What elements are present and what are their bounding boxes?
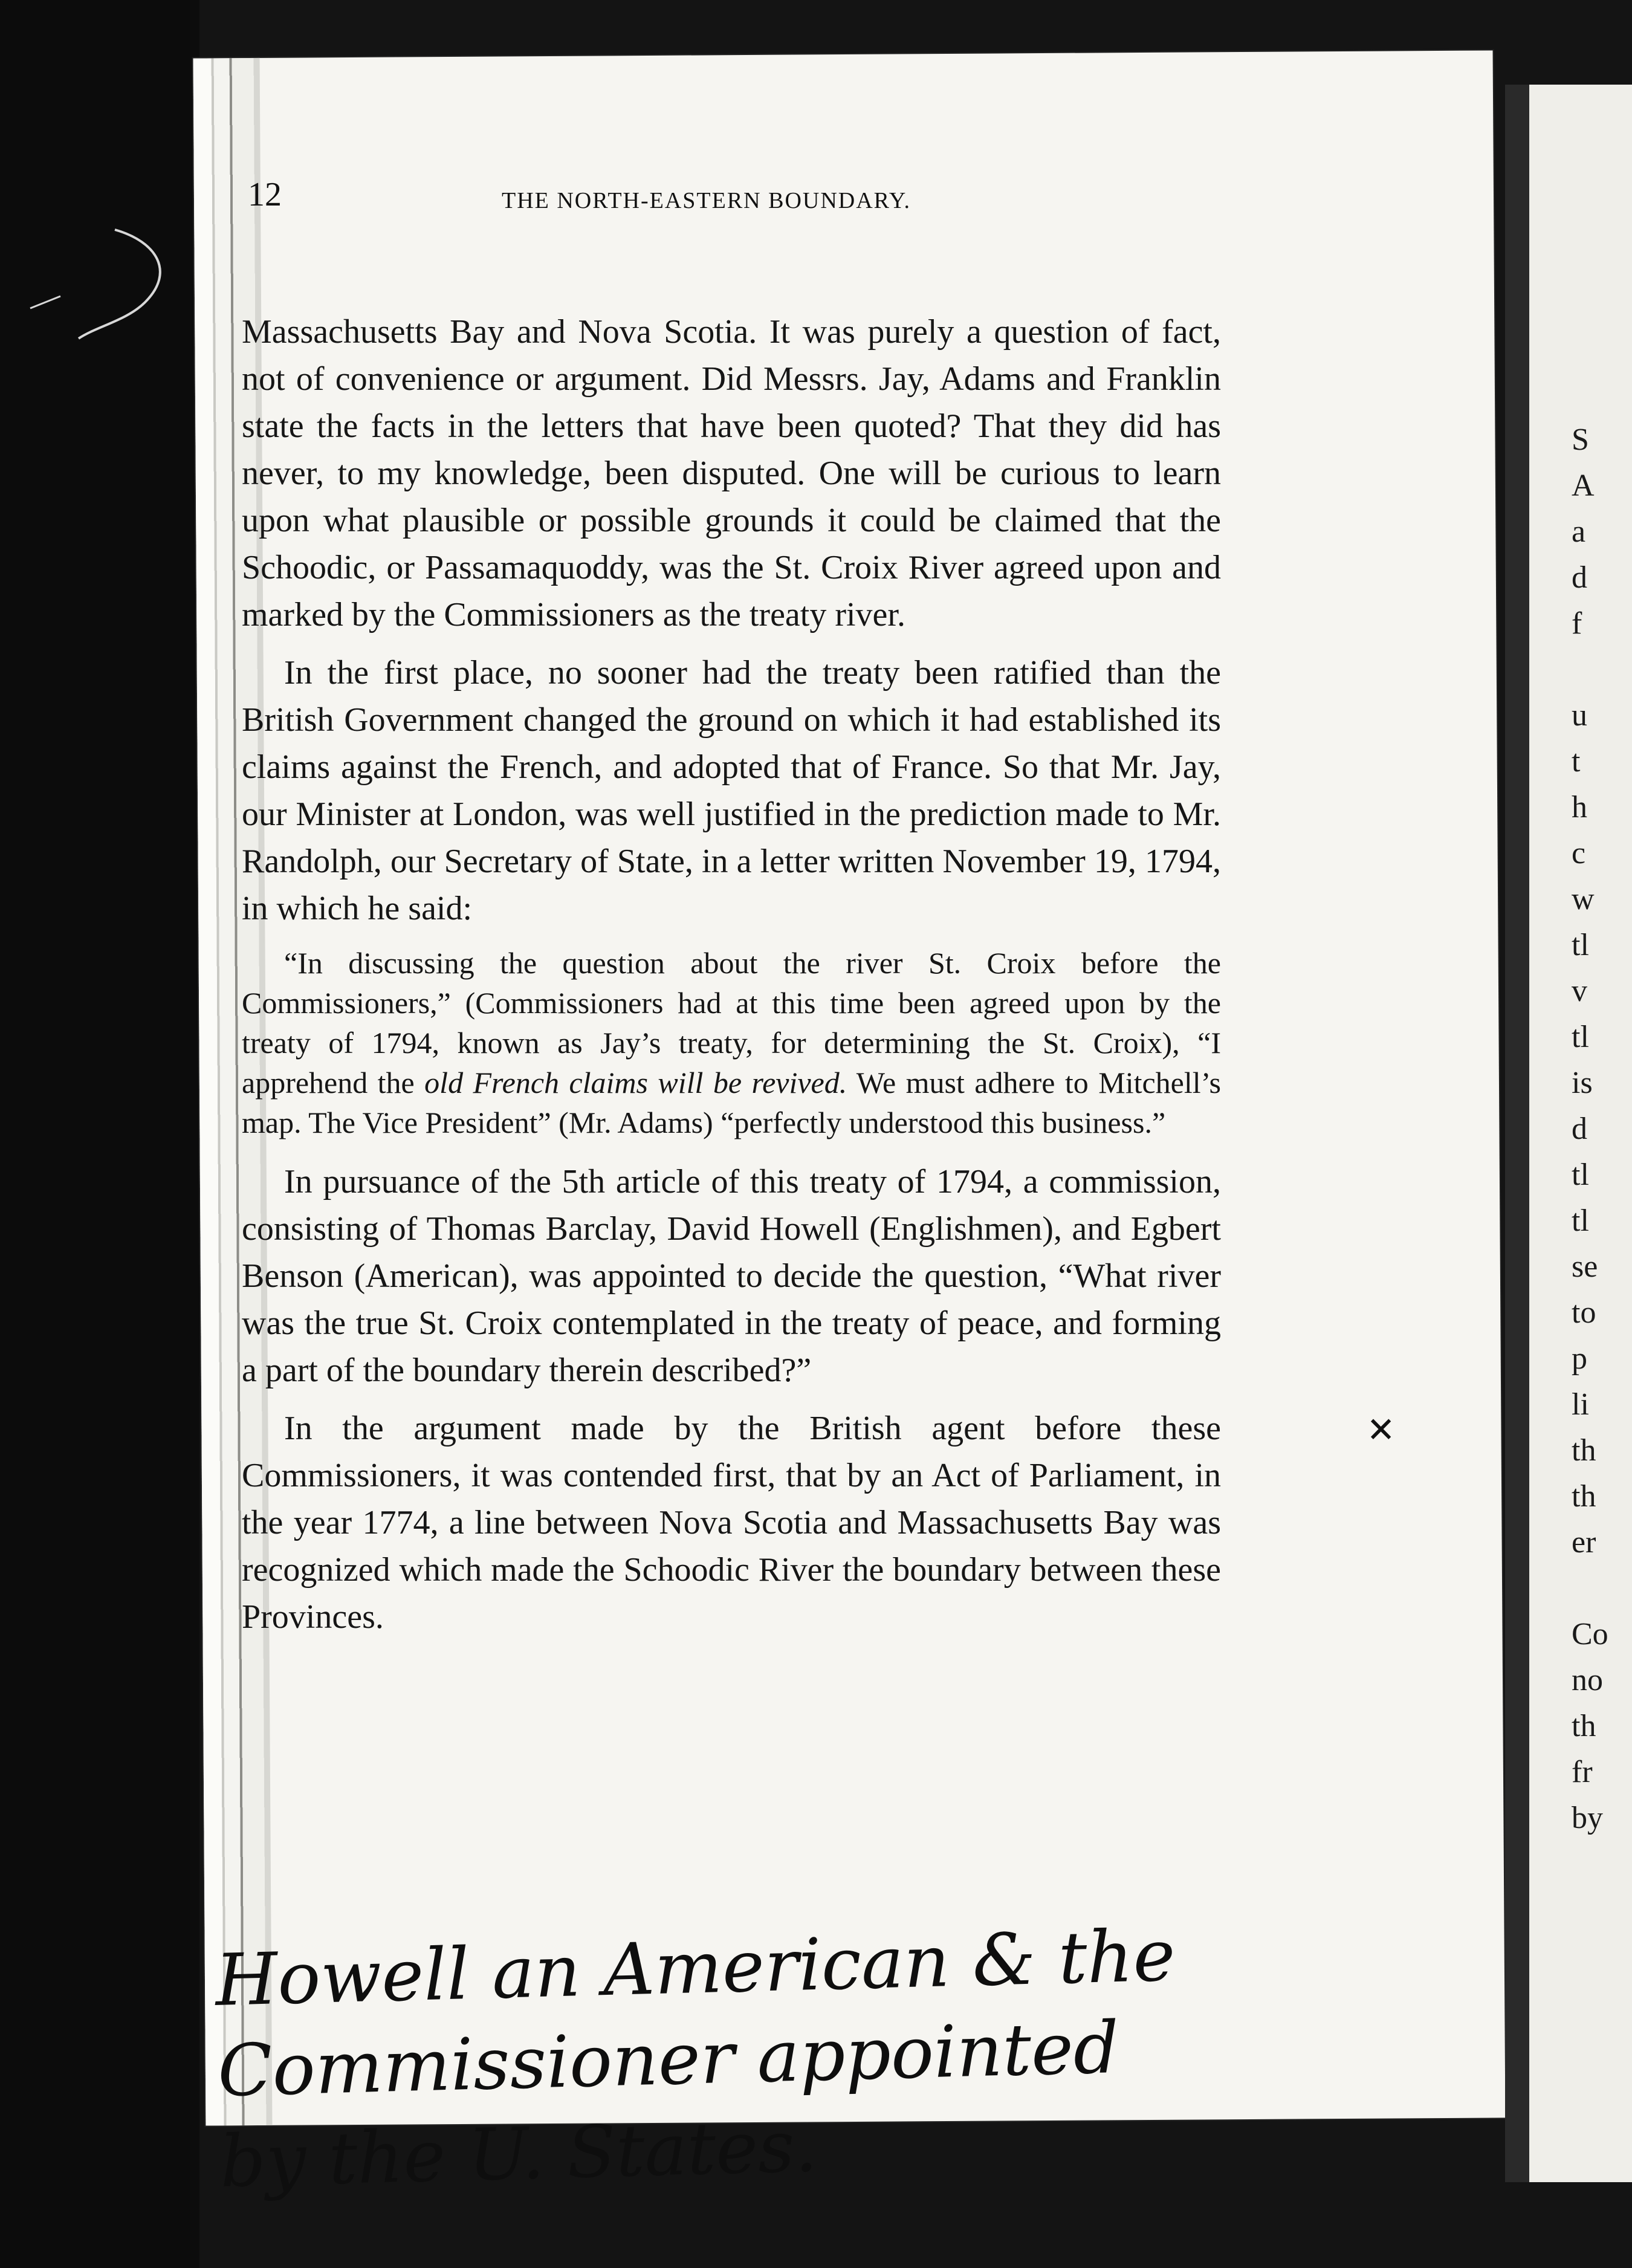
- paragraph-2: In the first place, no sooner had the treaty been ratified than the British Government changed the ground on which it had established its claims against the French, and adopted that of France. So that Mr. Jay, our Minister at London, was well justified in the prediction made to Mr. Randolph, our Secretary of State, in a letter written November 19, 1794, in which he said:: [242, 654, 1221, 927]
- facing-page-fragment: w: [1572, 882, 1595, 916]
- facing-page-fragment: [1572, 1566, 1632, 1612]
- facing-page-fragment: tl: [1572, 1020, 1589, 1054]
- facing-page-fragment: v: [1572, 974, 1587, 1008]
- facing-page-fragment: er: [1572, 1525, 1596, 1560]
- facing-page-fragment: to: [1572, 1295, 1596, 1330]
- running-head: [248, 175, 1173, 224]
- facing-page-fragment: d: [1572, 560, 1587, 595]
- facing-page-fragment: no: [1572, 1663, 1603, 1697]
- facing-page-fragment: t: [1572, 744, 1581, 779]
- margin-scribble-mark: [24, 218, 193, 351]
- facing-page-fragment: Co: [1572, 1617, 1608, 1651]
- quote-emphasis: old French claims will be revived.: [424, 1066, 847, 1100]
- facing-page-text-fragments: [1572, 417, 1632, 1841]
- facing-page-fragment: tl: [1572, 1204, 1589, 1238]
- paragraph-3: In pursuance of the 5th article of this treaty of 1794, a commission, consisting of Thomas Barclay, David Howell (Englishmen), and Egbert Benson (American), was appointed to decide the question, “What river was the true St. Croix contemplated in the treaty of peace, and forming a part of the boundary therein described?”: [242, 1163, 1221, 1389]
- quote-text-2: We must adhere to Mitchell’s map. The Vice President” (Mr. Adams) “perfectly understood this business.”: [242, 1066, 1221, 1139]
- facing-page-fragment: th: [1572, 1709, 1596, 1743]
- facing-page-fragment: u: [1572, 698, 1587, 733]
- facing-page-fragment: d: [1572, 1112, 1587, 1146]
- paragraph-1: Massachusetts Bay and Nova Scotia. It was purely a question of fact, not of convenience or argument. Did Messrs. Jay, Adams and Franklin state the facts in the letters that have been quoted? That they did has never, to my knowledge, been disputed. One will be curious to learn upon what plausible or possible grounds it could be claimed that the Schoodic, or Passamaquoddy, was the St. Croix River agreed upon and marked by the Commissioners as the treaty river.: [242, 313, 1221, 633]
- block-quote: [242, 943, 1221, 1142]
- page-number: 12: [248, 176, 282, 213]
- margin-x-mark: ×: [1367, 1403, 1395, 1456]
- handwritten-annotation: Howell an American & the Commissioner appointed by the U. States.: [214, 1913, 1177, 2203]
- facing-page-fragment: fr: [1572, 1755, 1593, 1789]
- facing-page-fragment: S: [1572, 423, 1589, 457]
- facing-page-fragment: th: [1572, 1479, 1596, 1514]
- facing-page-fragment: by: [1572, 1801, 1603, 1835]
- facing-page-fragment: a: [1572, 514, 1586, 549]
- facing-page-fragment: tl: [1572, 928, 1589, 962]
- page-body: [242, 308, 1221, 1651]
- facing-page-fragment: c: [1572, 836, 1586, 870]
- quote-text-1: “In discussing the question about the river St. Croix before the Commissioners,” (Commissioners had at this time been agreed upon by the treaty of 1794, known as Jay’s treaty, for determining the St. Croix), “I apprehend the: [242, 946, 1221, 1100]
- facing-page-fragment: A: [1572, 468, 1595, 503]
- facing-page-fragment: p: [1572, 1341, 1587, 1376]
- facing-page-fragment: h: [1572, 790, 1587, 825]
- paragraph-4: In the argument made by the British agent before these Commissioners, it was contended first, that by an Act of Parliament, in the year 1774, a line between Nova Scotia and Massachusetts Bay was recognized which made the Schoodic River the boundary between these Provinces.: [242, 1410, 1221, 1636]
- facing-page-fragment: [1572, 647, 1632, 693]
- facing-page-fragment: tl: [1572, 1158, 1589, 1192]
- running-title: THE NORTH-EASTERN BOUNDARY.: [502, 188, 911, 213]
- facing-page-fragment: li: [1572, 1387, 1589, 1422]
- facing-page-fragment: se: [1572, 1249, 1598, 1284]
- facing-page-fragment: f: [1572, 606, 1582, 641]
- facing-page-fragment: is: [1572, 1066, 1593, 1100]
- facing-page-fragment: th: [1572, 1433, 1596, 1468]
